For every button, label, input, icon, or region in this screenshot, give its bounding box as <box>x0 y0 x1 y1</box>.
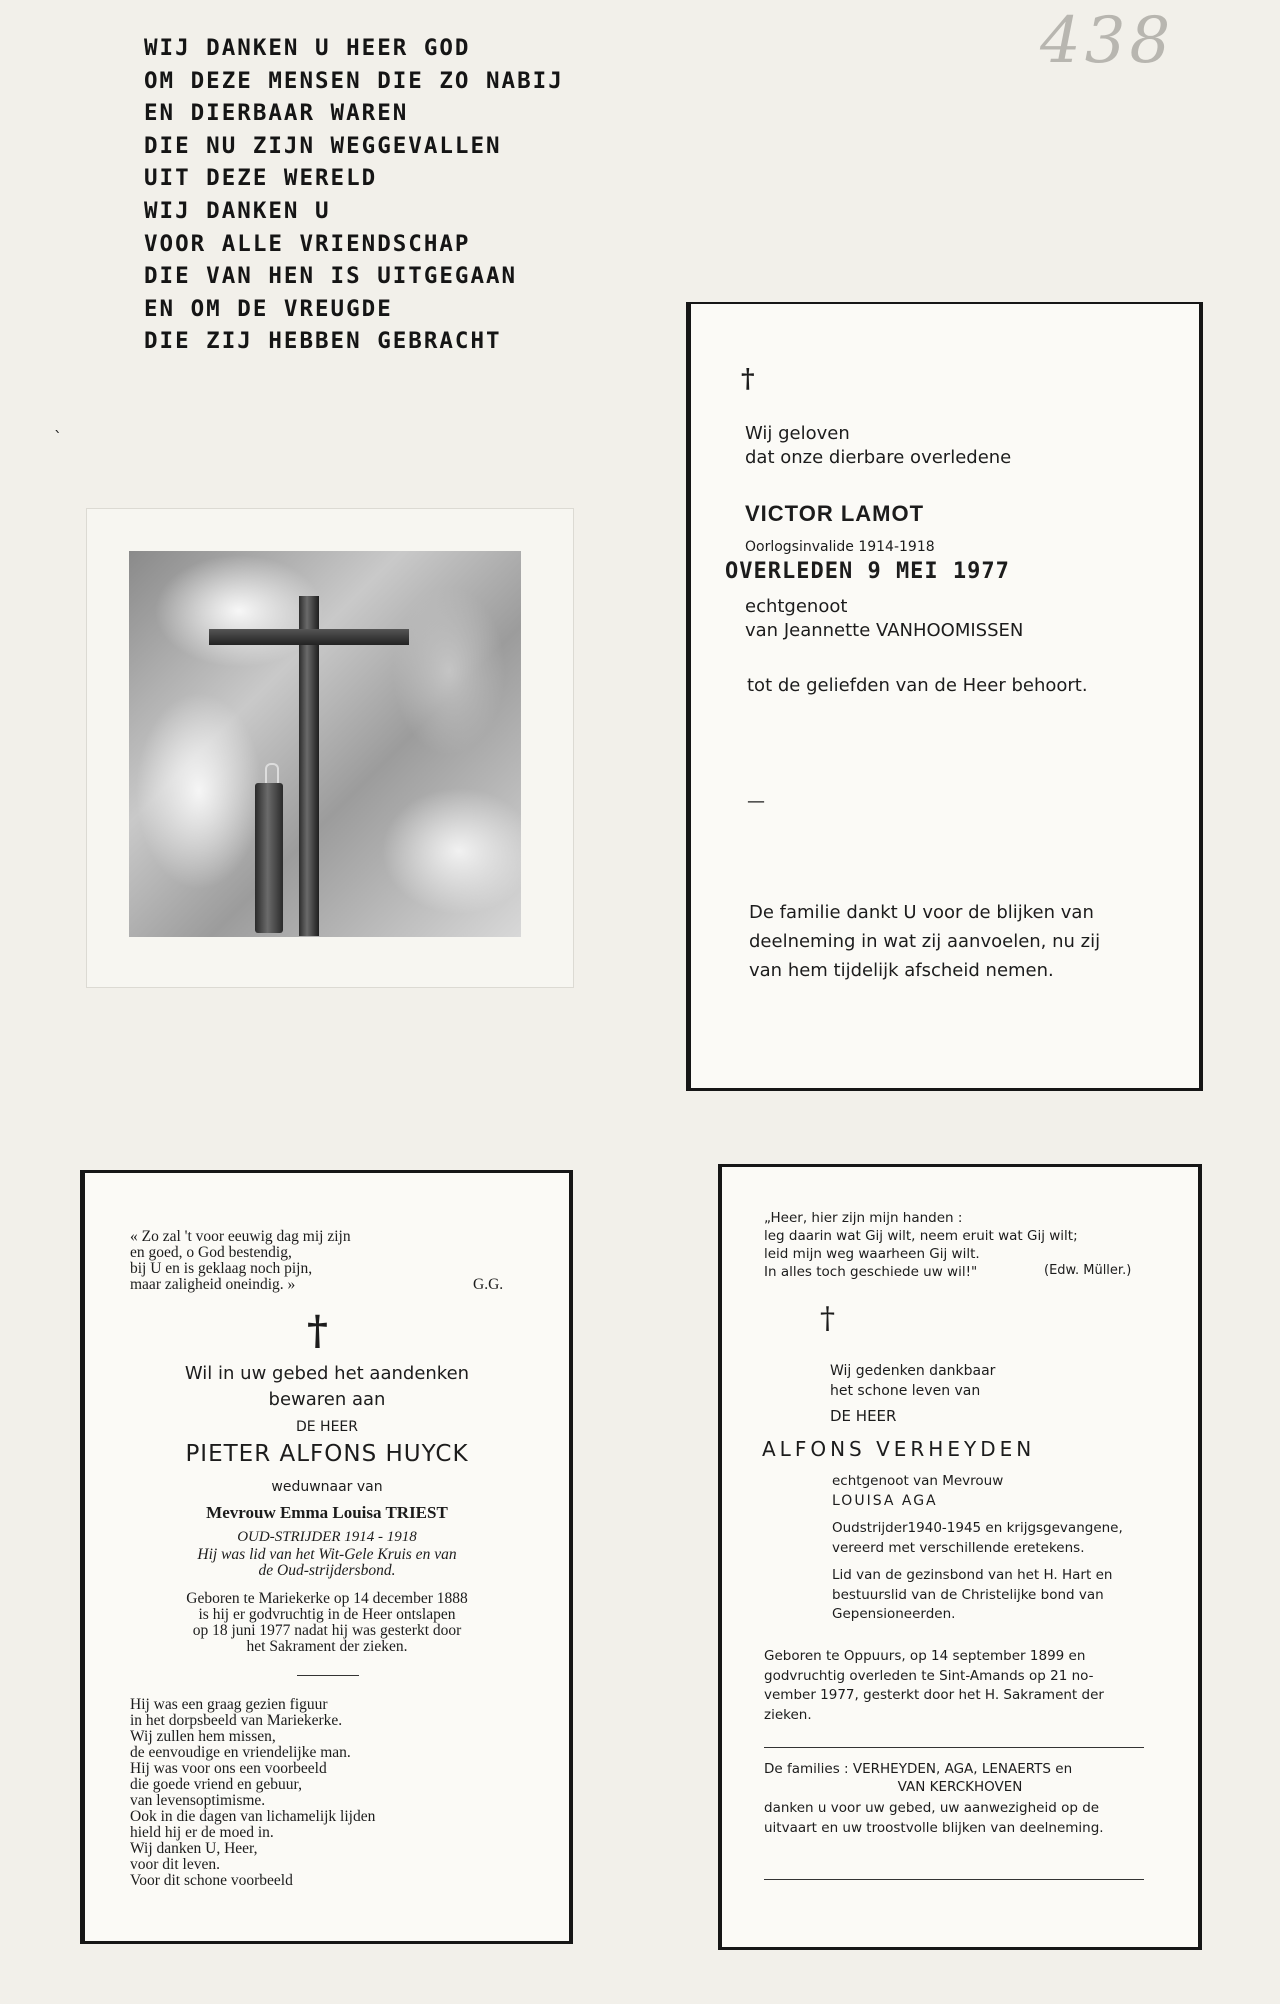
thanks-line: deelneming in wat zij aanvoelen, nu zij <box>749 931 1101 952</box>
quote-author: (Edw. Müller.) <box>1044 1263 1132 1278</box>
spouse-name: Mevrouw Emma Louisa TRIEST <box>206 1503 448 1522</box>
deceased-name: PIETER ALFONS HUYCK <box>185 1441 469 1467</box>
page-number: 438 <box>1040 4 1175 78</box>
membership-line: de Oud-strijdersbond. <box>258 1562 396 1579</box>
poem-line: WIJ DANKEN U <box>144 197 331 224</box>
cross-icon: † <box>307 1307 328 1354</box>
remembrance-line: Hij was voor ons een voorbeeld <box>130 1760 327 1777</box>
bio-line: is hij er godvruchtig in de Heer ontslapen <box>198 1606 456 1623</box>
poem-line: WIJ DANKEN U HEER GOD <box>144 35 471 61</box>
commemorate-line: Wij gedenken dankbaar <box>830 1363 996 1379</box>
service-line: Oudstrijder1940-1945 en krijgsgevangene, <box>832 1520 1123 1536</box>
honorific: DE HEER <box>830 1407 897 1425</box>
service-record <box>832 1519 1123 1625</box>
quote-author: G.G. <box>473 1276 504 1293</box>
remembrance-line: in het dorpsbeeld van Mariekerke. <box>130 1712 343 1729</box>
cross-icon: † <box>820 1301 835 1336</box>
widower-line: weduwnaar van <box>271 1479 383 1495</box>
separator-rule <box>764 1879 1144 1880</box>
family-thanks <box>749 898 1100 985</box>
poem-line: OM DEZE MENSEN DIE ZO NABIJ <box>144 67 564 94</box>
commemorate-line: het schone leven van <box>830 1383 981 1399</box>
spouse-line: echtgenoot <box>745 596 848 617</box>
quote-line: leg daarin wat Gij wilt, neem eruit wat Gij wilt; <box>764 1228 1078 1244</box>
quote-line: leid mijn weg waarheen Gij wilt. <box>764 1246 980 1262</box>
quote-line: bij U en is geklaag noch pijn, <box>130 1260 313 1277</box>
bio-line: zieken. <box>764 1706 812 1723</box>
request-line: bewaren aan <box>268 1389 386 1410</box>
remembrance-line: die goede vriend en gebuur, <box>130 1776 302 1793</box>
memorial-photo-card <box>86 508 574 988</box>
separator-rule <box>297 1675 359 1676</box>
intro-line: Wij geloven <box>745 423 850 444</box>
pencil-mark: ˋ <box>54 428 62 447</box>
quote-line: « Zo zal 't voor eeuwig dag mij zijn <box>130 1228 351 1245</box>
separator-dash: — <box>747 791 765 812</box>
remembrance-line: Wij zullen hem missen, <box>130 1728 276 1745</box>
remembrance-line: van levensoptimisme. <box>130 1792 266 1809</box>
intro-line: dat onze dierbare overledene <box>745 447 1012 468</box>
belongs-line: tot de geliefden van de Heer behoort. <box>747 675 1088 696</box>
request-line: Wil in uw gebed het aandenken <box>184 1363 470 1384</box>
honorific: DE HEER <box>295 1419 359 1435</box>
biography <box>85 1591 569 1655</box>
deceased-name: ALFONS VERHEYDEN <box>762 1437 1036 1461</box>
quote <box>764 1209 1078 1281</box>
remembrance-line: de eenvoudige en vriendelijke man. <box>130 1744 351 1761</box>
cross-icon: † <box>741 364 755 394</box>
handwritten-death-date: OVERLEDEN 9 MEI 1977 <box>725 559 1010 584</box>
poem-line: DIE ZIJ HEBBEN GEBRACHT <box>144 328 502 355</box>
spouse-name: LOUISA AGA <box>832 1493 938 1509</box>
candle <box>255 783 283 933</box>
poem-line: UIT DEZE WERELD <box>144 165 378 192</box>
bio-line: vember 1977, gesterkt door het H. Sakrament der <box>764 1687 1104 1703</box>
spouse-line: echtgenoot van Mevrouw <box>832 1473 1004 1489</box>
thanks-line: danken u voor uw gebed, uw aanwezigheid op de <box>764 1800 1100 1816</box>
quote-line: en goed, o God bestendig, <box>130 1244 292 1261</box>
remembrance-line: voor dit leven. <box>130 1856 220 1873</box>
bio-line: op 18 juni 1977 nadat hij was gesterkt door <box>192 1622 462 1639</box>
bio-line: Geboren te Oppuurs, op 14 september 1899 en <box>764 1648 1086 1664</box>
membership <box>85 1547 569 1579</box>
service-line: Lid van de gezinsbond van het H. Hart en <box>832 1567 1113 1583</box>
bio-line: godvruchtig overleden te Sint-Amands op 21 no- <box>764 1667 1094 1684</box>
cross-candle-photo-icon <box>129 551 521 937</box>
spouse-line: van Jeannette VANHOOMISSEN <box>745 620 1024 641</box>
veteran-line: OUD-STRIJDER 1914 - 1918 <box>237 1529 417 1545</box>
quote-line: In alles toch geschiede uw wil!" <box>764 1264 978 1280</box>
families-line: VAN KERCKHOVEN <box>897 1779 1023 1795</box>
service-line: bestuurslid van de Christelijke bond van <box>832 1586 1104 1603</box>
poem-line: DIE NU ZIJN WEGGEVALLEN <box>144 132 502 159</box>
remembrance-line: Ook in die dagen van lichamelijk lijden <box>130 1808 376 1825</box>
quote-line: maar zaligheid oneindig. » <box>130 1276 296 1293</box>
poem-line: DIE VAN HEN IS UITGEGAAN <box>144 263 518 290</box>
memorial-card-alfons-verheyden <box>718 1164 1202 1950</box>
cross-upright <box>299 596 319 936</box>
bio-line: het Sakrament der zieken. <box>246 1638 408 1655</box>
deceased-title: Oorlogsinvalide 1914-1918 <box>745 539 935 555</box>
cross-beam <box>209 629 409 645</box>
thanks-line: van hem tijdelijk afscheid nemen. <box>749 960 1054 981</box>
quote-line: „Heer, hier zijn mijn handen : <box>764 1210 963 1226</box>
remembrance-line: Wij danken U, Heer, <box>130 1840 258 1857</box>
family-thanks <box>764 1799 1104 1838</box>
membership-line: Hij was lid van het Wit-Gele Kruis en van <box>197 1546 457 1563</box>
thanks-line: De familie dankt U voor de blijken van <box>749 902 1094 923</box>
service-line: vereerd met verschillende eretekens. <box>832 1539 1085 1556</box>
poem-line: EN DIERBAAR WAREN <box>144 100 409 127</box>
remembrance-line: Hij was een graag gezien figuur <box>130 1696 328 1713</box>
memorial-card-pieter-huyck <box>80 1170 573 1944</box>
remembrance <box>130 1697 375 1889</box>
poem-line: VOOR ALLE VRIENDSCHAP <box>144 230 471 257</box>
families-line: De families : VERHEYDEN, AGA, LENAERTS en <box>764 1761 1073 1777</box>
bio-line: Geboren te Mariekerke op 14 december 1888 <box>186 1590 468 1607</box>
remembrance-line: hield hij er de moed in. <box>130 1824 274 1841</box>
poem-line: EN OM DE VREUGDE <box>144 295 393 322</box>
remembrance-line: Voor dit schone voorbeeld <box>130 1872 293 1889</box>
biography <box>764 1647 1104 1725</box>
separator-rule <box>764 1747 1144 1748</box>
memorial-card-victor-lamot <box>686 302 1203 1091</box>
handwritten-poem <box>144 32 564 358</box>
deceased-name: VICTOR LAMOT <box>745 501 925 526</box>
quote <box>130 1229 351 1293</box>
thanks-line: uitvaart en uw troostvolle blijken van deelneming. <box>764 1819 1104 1836</box>
service-line: Gepensioneerden. <box>832 1606 956 1622</box>
